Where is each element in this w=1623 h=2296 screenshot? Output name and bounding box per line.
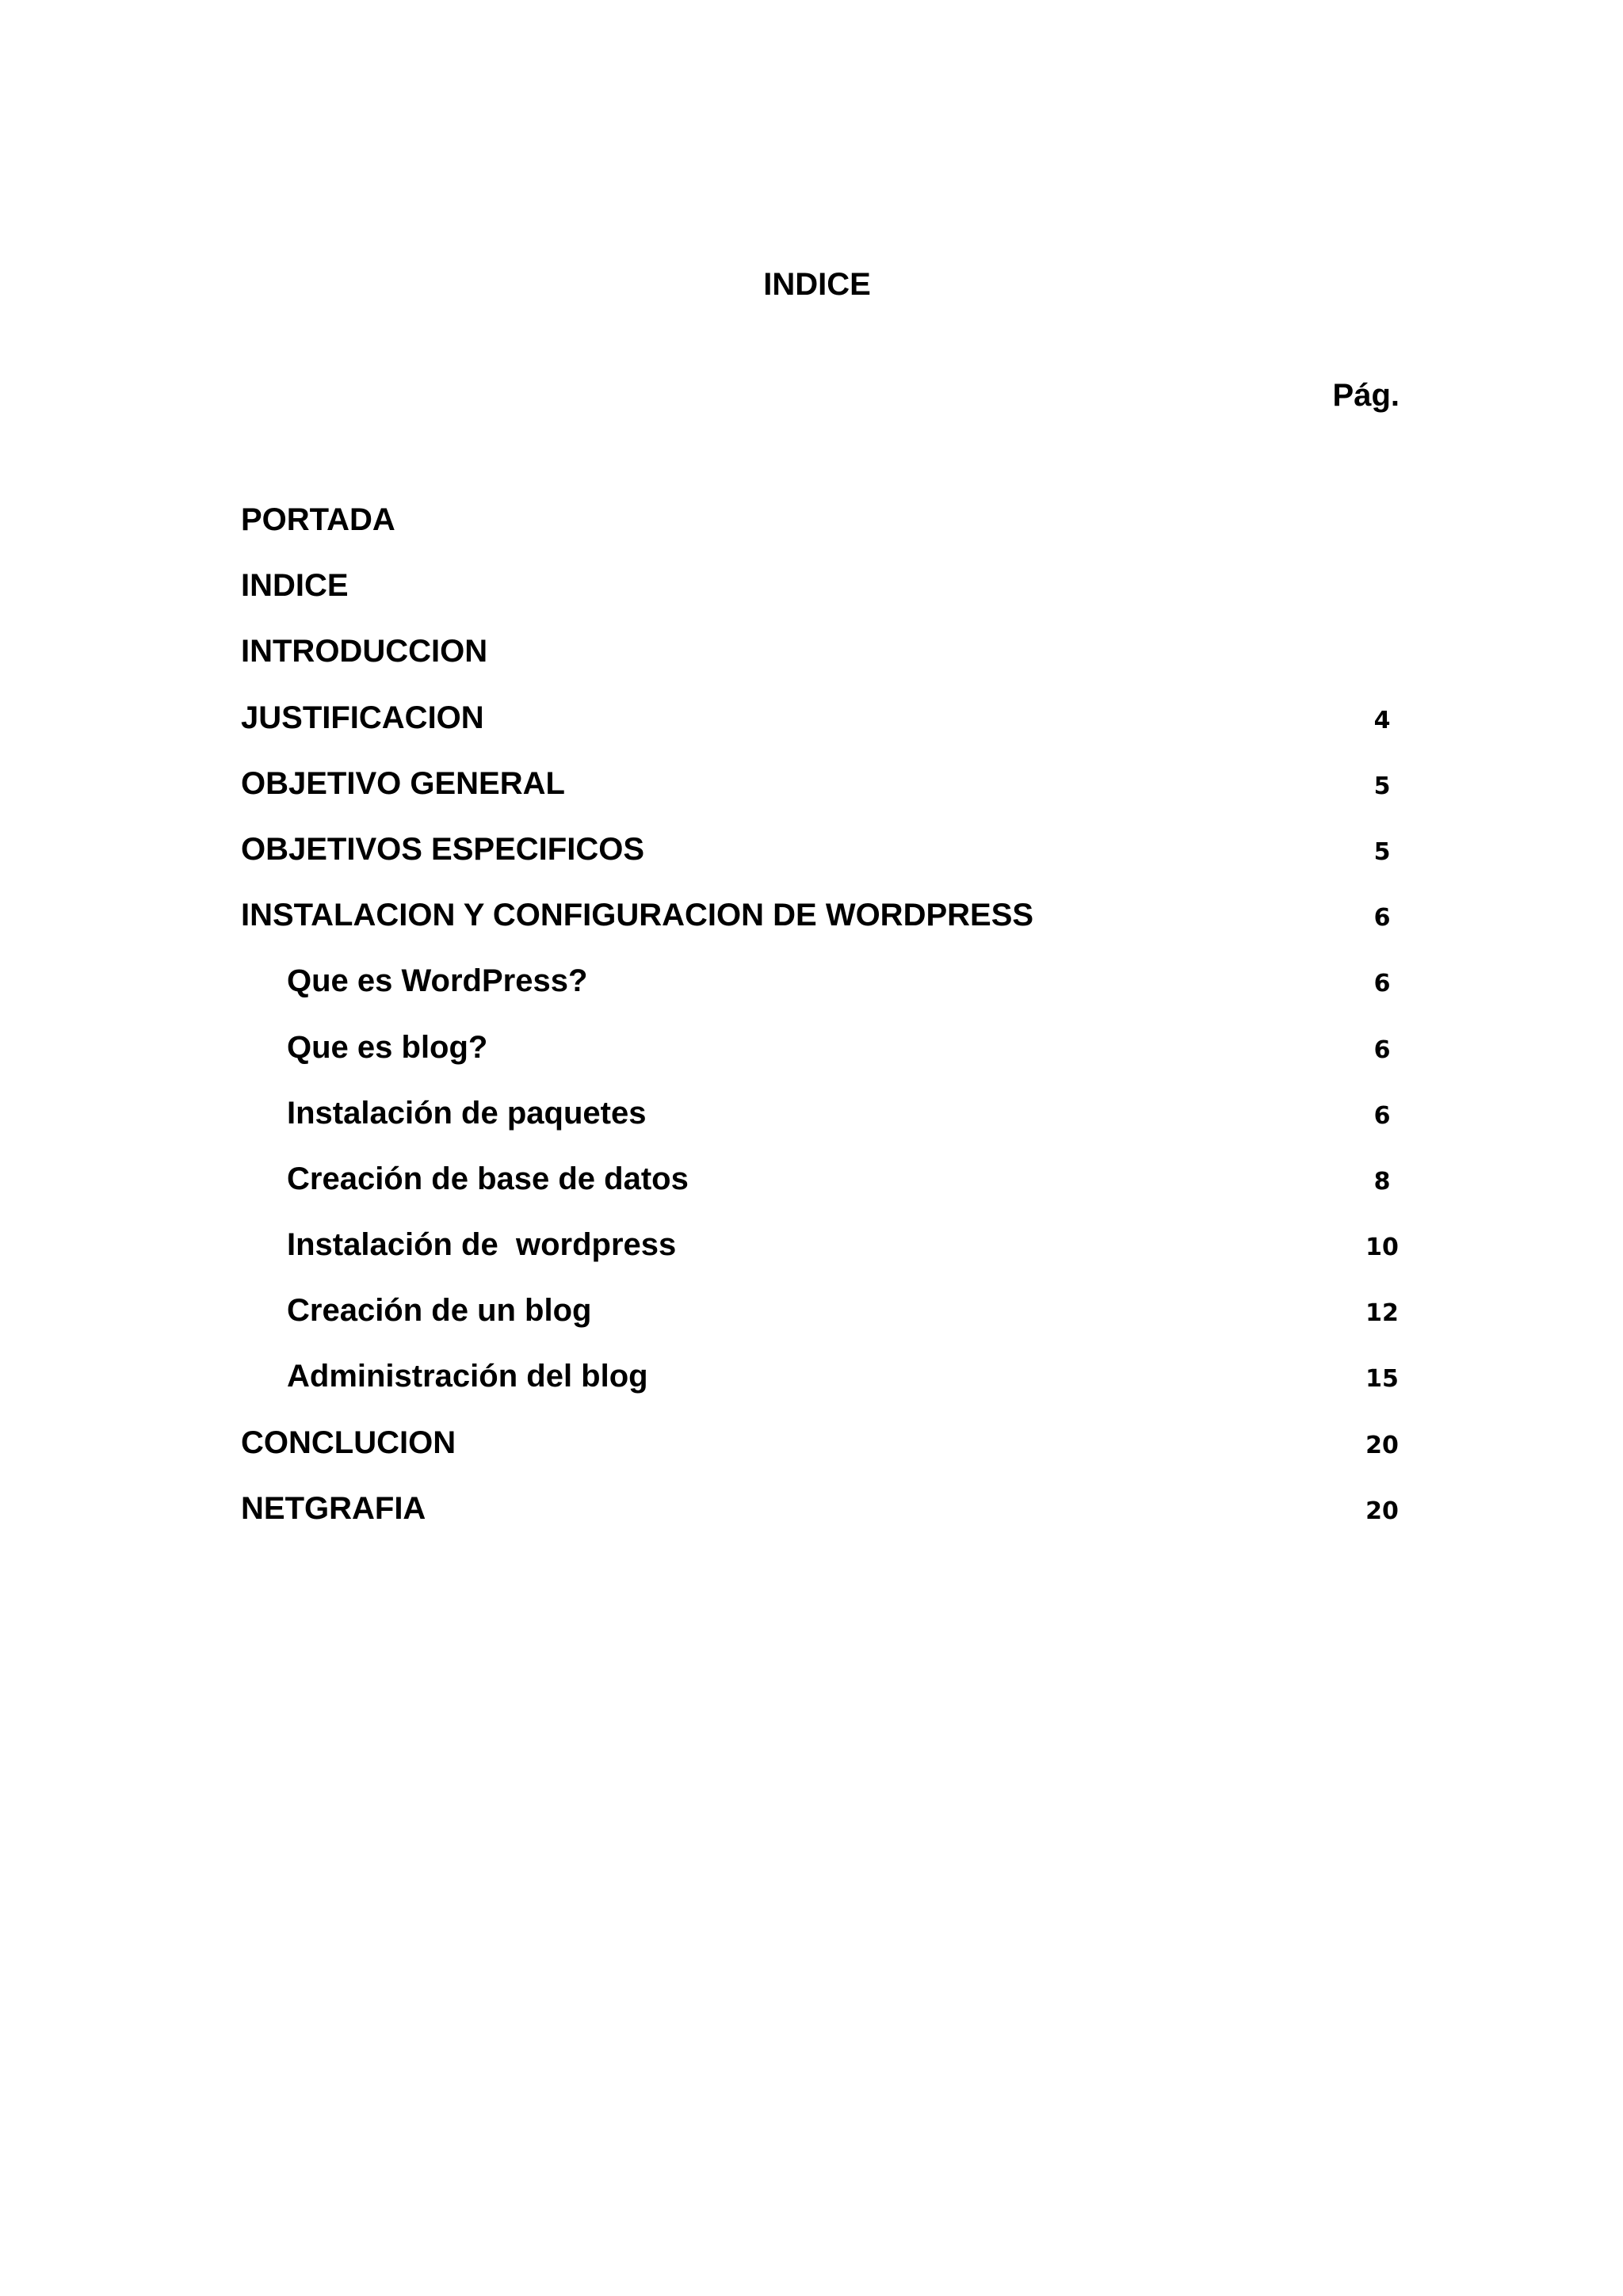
toc-entry-label: OBJETIVOS ESPECIFICOS <box>241 831 645 867</box>
toc-entry-introduccion <box>241 629 1406 695</box>
toc-entry-portada <box>241 498 1406 563</box>
toc-entry-label: JUSTIFICACION <box>241 700 484 735</box>
toc-entry-page: 20 <box>1365 1497 1399 1525</box>
toc-entry-page: 5 <box>1373 772 1391 800</box>
toc-entry-label: NETGRAFIA <box>241 1490 426 1526</box>
toc-entry-label: Creación de un blog <box>287 1293 592 1329</box>
toc-entry-page: 8 <box>1373 1167 1391 1196</box>
toc-entry-label: Que es blog? <box>287 1029 488 1065</box>
toc-entry-netgrafia <box>241 1486 1406 1552</box>
toc-subentry-creacion-base-datos <box>241 1157 1406 1222</box>
toc-entry-conclucion <box>241 1421 1406 1486</box>
toc-subentry-que-es-wordpress <box>241 959 1406 1024</box>
toc-subentry-instalacion-paquetes <box>241 1091 1406 1157</box>
toc-entry-page: 6 <box>1373 904 1391 933</box>
toc-entry-label: INDICE <box>241 568 349 604</box>
toc-subentry-que-es-blog <box>241 1025 1406 1091</box>
toc-entry-label: PORTADA <box>241 502 395 537</box>
toc-entry-label: Instalación de wordpress <box>287 1227 677 1263</box>
toc-entry-page: 6 <box>1373 970 1391 998</box>
toc-entry-label: OBJETIVO GENERAL <box>241 765 565 801</box>
toc-entry-page: 6 <box>1373 1101 1391 1130</box>
toc-subentry-instalacion-wordpress <box>241 1222 1406 1288</box>
page-title: INDICE <box>763 267 871 302</box>
toc-entry-label: CONCLUCION <box>241 1425 456 1460</box>
toc-subentry-administracion-blog <box>241 1354 1406 1420</box>
toc-entry-label: Instalación de paquetes <box>287 1095 647 1131</box>
toc-entry-page: 4 <box>1373 706 1391 734</box>
toc-entry-page: 15 <box>1365 1365 1399 1394</box>
toc-entry-label: Que es WordPress? <box>287 963 588 999</box>
toc-entry-page: 12 <box>1365 1299 1399 1328</box>
toc-entry-objetivo-general <box>241 761 1406 827</box>
toc-entry-label: INSTALACION Y CONFIGURACION DE WORDPRESS <box>241 898 1034 933</box>
toc-entry-label: Administración del blog <box>287 1359 648 1394</box>
toc-entry-justificacion <box>241 696 1406 761</box>
toc-subentry-creacion-blog <box>241 1288 1406 1354</box>
toc-entry-page: 10 <box>1365 1234 1399 1262</box>
toc-entry-page: 5 <box>1373 837 1391 866</box>
toc-entry-objetivos-especificos <box>241 827 1406 893</box>
toc-entry-label: INTRODUCCION <box>241 634 488 669</box>
toc-entry-indice <box>241 563 1406 629</box>
toc-entry-page: 20 <box>1365 1431 1399 1459</box>
page-column-header: Pág. <box>1332 378 1400 413</box>
toc-entry-page: 6 <box>1373 1035 1391 1064</box>
table-of-contents <box>241 498 1406 1552</box>
toc-entry-instalacion-configuracion <box>241 893 1406 959</box>
toc-entry-label: Creación de base de datos <box>287 1161 689 1196</box>
